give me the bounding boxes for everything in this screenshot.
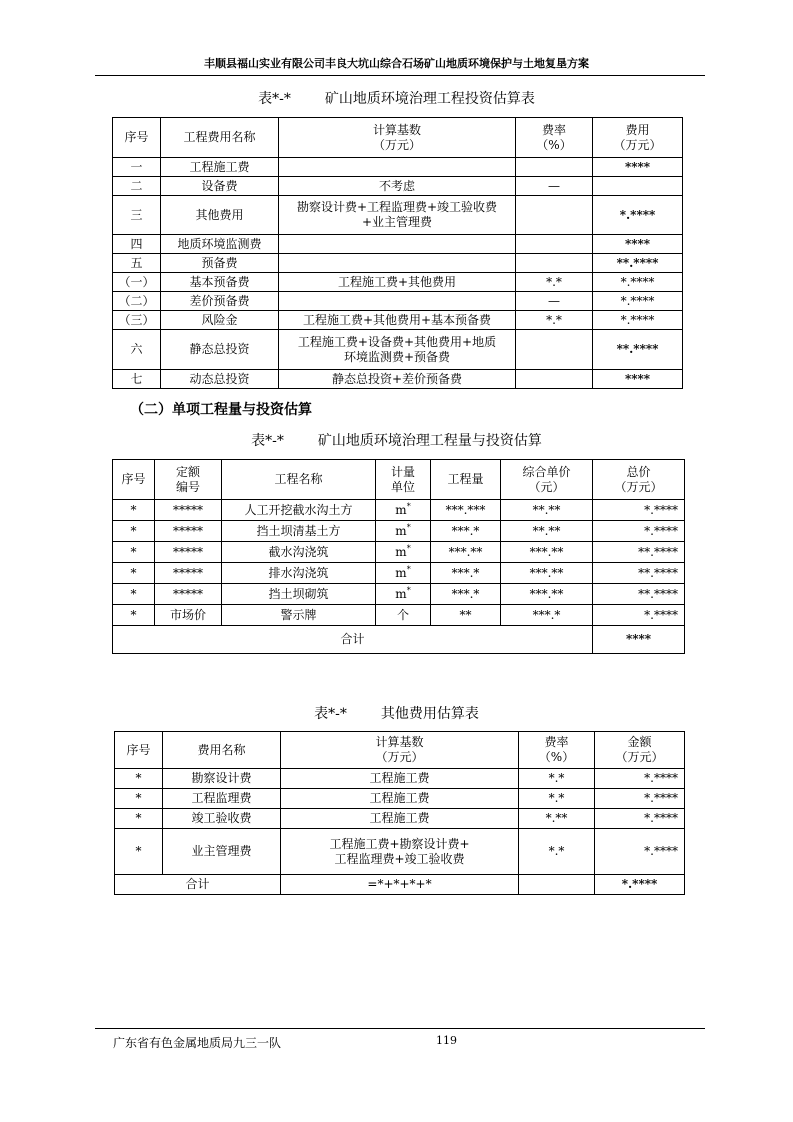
cost-name: 业主管理费 bbox=[163, 829, 281, 875]
total-value: **** bbox=[593, 626, 685, 654]
column-header: 计算基数 （万元） bbox=[279, 118, 516, 158]
cost-value: **** bbox=[593, 370, 683, 389]
fee-rate: — bbox=[516, 177, 593, 196]
column-header: 计算基数 （万元） bbox=[281, 732, 519, 769]
unit-superscript: * bbox=[406, 585, 411, 595]
column-header: 综合单价 （元） bbox=[501, 460, 593, 500]
fee-rate bbox=[516, 235, 593, 254]
total-price: **.**** bbox=[593, 542, 685, 563]
row-number: * bbox=[113, 605, 155, 626]
table-row bbox=[113, 311, 683, 330]
calc-basis bbox=[279, 254, 516, 273]
calc-basis: 工程施工费+勘察设计费+ 工程监理费+竣工验收费 bbox=[281, 829, 519, 875]
cost-value: **** bbox=[593, 235, 683, 254]
cost-name: 设备费 bbox=[161, 177, 279, 196]
calc-basis: 工程施工费 bbox=[281, 789, 519, 809]
table1-number: 表*-* bbox=[258, 91, 291, 107]
quantity: ***.* bbox=[431, 563, 501, 584]
table-row bbox=[115, 829, 685, 875]
cost-value: *.**** bbox=[593, 273, 683, 292]
total-price: **.**** bbox=[593, 584, 685, 605]
table-row bbox=[113, 330, 683, 370]
other-costs-table bbox=[114, 731, 685, 895]
amount: *.**** bbox=[595, 829, 685, 875]
column-header: 费率 （%） bbox=[519, 732, 595, 769]
cost-value: **.**** bbox=[593, 330, 683, 370]
calc-basis: 工程施工费+设备费+其他费用+地质 环境监测费+预备费 bbox=[279, 330, 516, 370]
row-number: * bbox=[113, 563, 155, 584]
column-header: 定额 编号 bbox=[155, 460, 222, 500]
table3-title: 其他费用估算表 bbox=[380, 706, 479, 722]
calc-basis: 工程施工费 bbox=[281, 809, 519, 829]
fee-rate: — bbox=[516, 292, 593, 311]
calc-basis: 工程施工费+其他费用+基本预备费 bbox=[279, 311, 516, 330]
total-row bbox=[113, 626, 685, 654]
row-number: （二） bbox=[113, 292, 161, 311]
total-rate bbox=[519, 875, 595, 895]
cost-name: 地质环境监测费 bbox=[161, 235, 279, 254]
cost-value: *.**** bbox=[593, 292, 683, 311]
row-number: * bbox=[115, 789, 163, 809]
cost-name: 工程施工费 bbox=[161, 158, 279, 177]
investment-estimate-table bbox=[112, 117, 683, 389]
total-basis: =*+*+*+* bbox=[281, 875, 519, 895]
table2-title: 矿山地质环境治理工程量与投资估算 bbox=[317, 433, 542, 449]
fee-rate bbox=[516, 254, 593, 273]
fee-rate: *.* bbox=[516, 311, 593, 330]
table-row bbox=[113, 196, 683, 235]
row-number: * bbox=[115, 769, 163, 789]
column-header: 费率 （%） bbox=[516, 118, 593, 158]
column-header: 序号 bbox=[113, 460, 155, 500]
column-header: 费用 （万元） bbox=[593, 118, 683, 158]
column-header: 费用名称 bbox=[163, 732, 281, 769]
amount: *.**** bbox=[595, 769, 685, 789]
item-name: 截水沟浇筑 bbox=[222, 542, 376, 563]
fee-rate: *.* bbox=[516, 273, 593, 292]
unit: m* bbox=[376, 500, 431, 521]
row-number: * bbox=[113, 542, 155, 563]
table-row bbox=[113, 370, 683, 389]
quota-code: ***** bbox=[155, 500, 222, 521]
table-row bbox=[113, 254, 683, 273]
table-row bbox=[113, 273, 683, 292]
cost-name: 风险金 bbox=[161, 311, 279, 330]
quantity: ***.* bbox=[431, 584, 501, 605]
fee-rate: *.* bbox=[519, 829, 595, 875]
table-row bbox=[113, 542, 685, 563]
table-row bbox=[113, 235, 683, 254]
unit-price: **.** bbox=[501, 500, 593, 521]
row-number: * bbox=[115, 829, 163, 875]
column-header: 序号 bbox=[115, 732, 163, 769]
row-number: 五 bbox=[113, 254, 161, 273]
unit-price: **.** bbox=[501, 521, 593, 542]
fee-rate bbox=[516, 158, 593, 177]
unit: m* bbox=[376, 521, 431, 542]
total-price: *.**** bbox=[593, 605, 685, 626]
calc-basis: 不考虑 bbox=[279, 177, 516, 196]
table-row bbox=[113, 158, 683, 177]
cost-name: 动态总投资 bbox=[161, 370, 279, 389]
amount: *.**** bbox=[595, 789, 685, 809]
row-number: * bbox=[113, 500, 155, 521]
row-number: * bbox=[113, 521, 155, 542]
cost-value bbox=[593, 177, 683, 196]
row-number: 三 bbox=[113, 196, 161, 235]
total-value: *.**** bbox=[595, 875, 685, 895]
column-header: 序号 bbox=[113, 118, 161, 158]
row-number: * bbox=[113, 584, 155, 605]
quantity: ***.* bbox=[431, 521, 501, 542]
quota-code: ***** bbox=[155, 584, 222, 605]
table-header-row bbox=[115, 732, 685, 769]
cost-name: 工程监理费 bbox=[163, 789, 281, 809]
table-row bbox=[113, 292, 683, 311]
cost-value: *.**** bbox=[593, 196, 683, 235]
row-number: 七 bbox=[113, 370, 161, 389]
fee-rate: *.* bbox=[519, 769, 595, 789]
footer-rule bbox=[95, 1028, 705, 1029]
section-heading: （二）单项工程量与投资估算 bbox=[130, 402, 312, 418]
row-number: 一 bbox=[113, 158, 161, 177]
item-name: 警示牌 bbox=[222, 605, 376, 626]
unit-superscript: * bbox=[406, 564, 411, 574]
calc-basis bbox=[279, 235, 516, 254]
page-number: 119 bbox=[436, 1034, 457, 1047]
fee-rate bbox=[516, 370, 593, 389]
table3-caption bbox=[0, 703, 793, 723]
amount: *.**** bbox=[595, 809, 685, 829]
table-row bbox=[113, 500, 685, 521]
quantity: ** bbox=[431, 605, 501, 626]
calc-basis bbox=[279, 292, 516, 311]
fee-rate: *.* bbox=[519, 789, 595, 809]
table-row bbox=[115, 769, 685, 789]
fee-rate: *.** bbox=[519, 809, 595, 829]
cost-value: **** bbox=[593, 158, 683, 177]
item-name: 挡土坝砌筑 bbox=[222, 584, 376, 605]
cost-value: **.**** bbox=[593, 254, 683, 273]
column-header: 金额 （万元） bbox=[595, 732, 685, 769]
cost-name: 勘察设计费 bbox=[163, 769, 281, 789]
document-header: 丰顺县福山实业有限公司丰良大坑山综合石场矿山地质环境保护与土地复垦方案 bbox=[204, 57, 589, 70]
table-row bbox=[113, 584, 685, 605]
calc-basis bbox=[279, 158, 516, 177]
total-row bbox=[115, 875, 685, 895]
column-header: 工程量 bbox=[431, 460, 501, 500]
footer-organization: 广东省有色金属地质局九三一队 bbox=[113, 1036, 282, 1050]
quota-code: 市场价 bbox=[155, 605, 222, 626]
quota-code: ***** bbox=[155, 563, 222, 584]
item-name: 排水沟浇筑 bbox=[222, 563, 376, 584]
table-row bbox=[115, 789, 685, 809]
total-price: *.**** bbox=[593, 521, 685, 542]
unit-superscript: * bbox=[406, 543, 411, 553]
column-header: 总价 （万元） bbox=[593, 460, 685, 500]
row-number: * bbox=[115, 809, 163, 829]
cost-name: 静态总投资 bbox=[161, 330, 279, 370]
cost-name: 差价预备费 bbox=[161, 292, 279, 311]
unit-superscript: * bbox=[406, 501, 411, 511]
calc-basis: 工程施工费+其他费用 bbox=[279, 273, 516, 292]
header-rule bbox=[95, 75, 705, 76]
fee-rate bbox=[516, 330, 593, 370]
table1-caption bbox=[0, 88, 793, 108]
total-price: **.**** bbox=[593, 563, 685, 584]
fee-rate bbox=[516, 196, 593, 235]
table2-caption bbox=[0, 430, 793, 450]
table-header-row bbox=[113, 118, 683, 158]
unit-price: ***.** bbox=[501, 542, 593, 563]
column-header: 工程费用名称 bbox=[161, 118, 279, 158]
quota-code: ***** bbox=[155, 521, 222, 542]
unit-superscript: * bbox=[406, 522, 411, 532]
calc-basis: 勘察设计费+工程监理费+竣工验收费 +业主管理费 bbox=[279, 196, 516, 235]
total-label: 合计 bbox=[115, 875, 281, 895]
row-number: （一） bbox=[113, 273, 161, 292]
quantity-estimate-table bbox=[112, 459, 685, 654]
row-number: 六 bbox=[113, 330, 161, 370]
unit: m* bbox=[376, 584, 431, 605]
cost-name: 基本预备费 bbox=[161, 273, 279, 292]
column-header: 计量 单位 bbox=[376, 460, 431, 500]
item-name: 人工开挖截水沟土方 bbox=[222, 500, 376, 521]
total-price: *.**** bbox=[593, 500, 685, 521]
quantity: ***.** bbox=[431, 542, 501, 563]
cost-value: *.**** bbox=[593, 311, 683, 330]
unit: m* bbox=[376, 542, 431, 563]
unit-price: ***.* bbox=[501, 605, 593, 626]
item-name: 挡土坝清基土方 bbox=[222, 521, 376, 542]
table-header-row bbox=[113, 460, 685, 500]
row-number: 四 bbox=[113, 235, 161, 254]
table3-number: 表*-* bbox=[314, 706, 347, 722]
unit-price: ***.** bbox=[501, 584, 593, 605]
total-label: 合计 bbox=[113, 626, 593, 654]
table-row bbox=[113, 177, 683, 196]
unit: 个 bbox=[376, 605, 431, 626]
table-row bbox=[115, 809, 685, 829]
cost-name: 预备费 bbox=[161, 254, 279, 273]
table1-title: 矿山地质环境治理工程投资估算表 bbox=[324, 91, 535, 107]
calc-basis: 工程施工费 bbox=[281, 769, 519, 789]
cost-name: 竣工验收费 bbox=[163, 809, 281, 829]
table-row bbox=[113, 605, 685, 626]
calc-basis: 静态总投资+差价预备费 bbox=[279, 370, 516, 389]
row-number: 二 bbox=[113, 177, 161, 196]
column-header: 工程名称 bbox=[222, 460, 376, 500]
unit: m* bbox=[376, 563, 431, 584]
table2-number: 表*-* bbox=[251, 433, 284, 449]
quantity: ***.*** bbox=[431, 500, 501, 521]
unit-price: ***.** bbox=[501, 563, 593, 584]
table-row bbox=[113, 563, 685, 584]
quota-code: ***** bbox=[155, 542, 222, 563]
cost-name: 其他费用 bbox=[161, 196, 279, 235]
table-row bbox=[113, 521, 685, 542]
row-number: （三） bbox=[113, 311, 161, 330]
